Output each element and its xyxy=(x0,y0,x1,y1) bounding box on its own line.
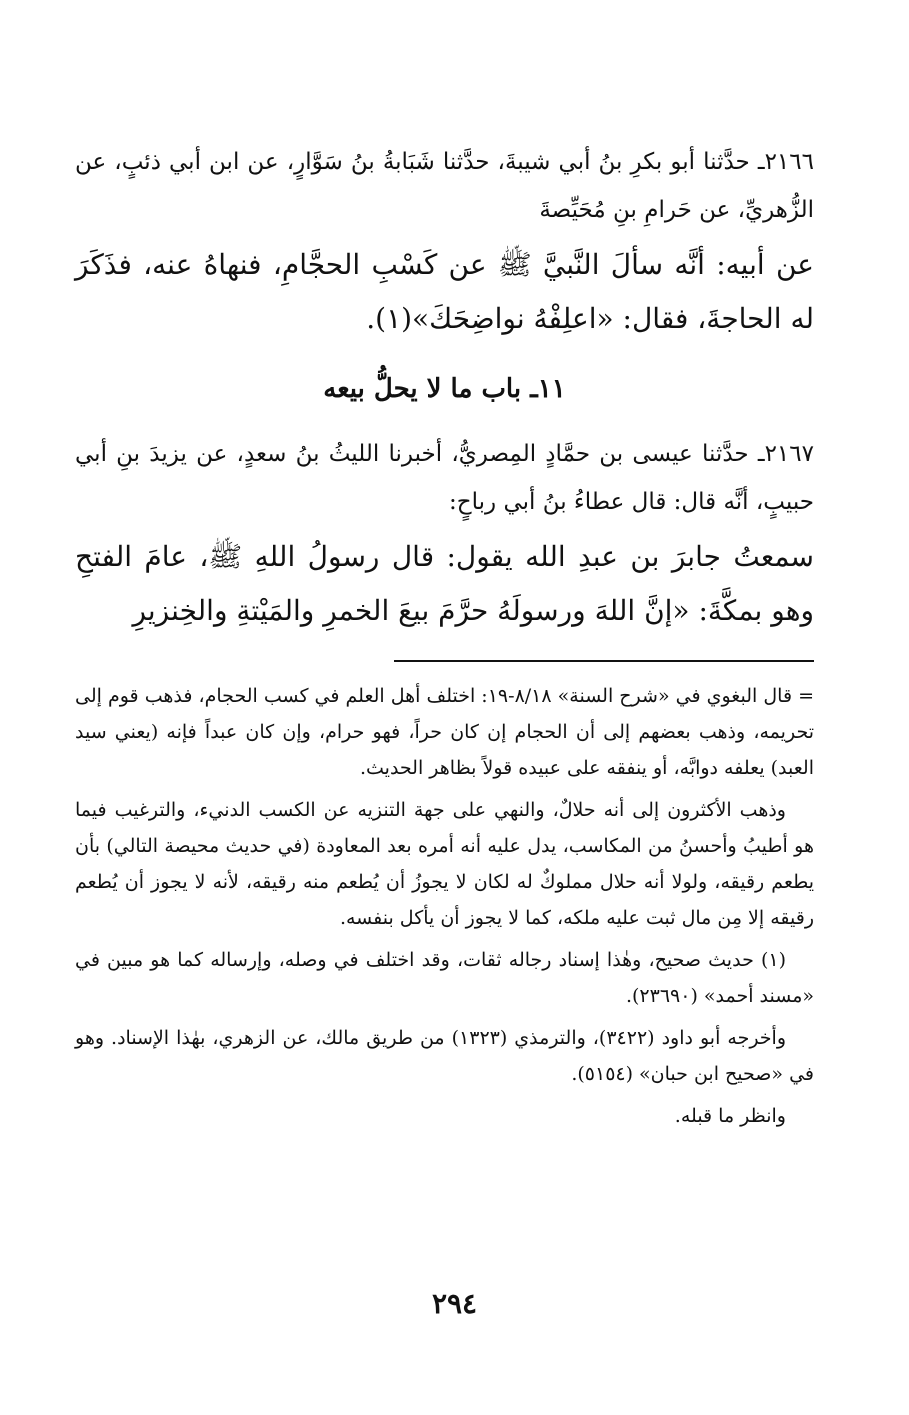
footnote-1-takhrij: وأخرجه أبو داود (٣٤٢٢)، والترمذي (١٣٢٣) من طريق مالك، عن الزهري، بهٰذا الإسناد. وهو في «صحيح ابن حبان» (٥١٥٤). xyxy=(75,1027,814,1085)
footnote-paragraph: وذهب الأكثرون إلى أنه حلالٌ، والنهي على جهة التنزيه عن الكسب الدنيء، والترغيب فيما هو أطيبُ وأحسنُ من المكاسب، يدل عليه أنه أمره بعد المعاودة (في حديث محيصة التالي) بأن يطعم رقيقه، ولولا أنه حلال مملوكٌ له لكان لا يجوزُ أن يُطعم منه رقيقه، لأنه لا يجوز أن يُطعم رقيقه إلا مِن مال ثبت عليه ملكه، كما لا يجوز أن يأكل بنفسه. xyxy=(75,799,814,929)
footnote-continuation: = قال البغوي في «شرح السنة» ٨/١٨-١٩: اختلف أهل العلم في كسب الحجام، فذهب قوم إلى تحريمه، وذهب بعضهم إلى أن الحجام إن كان حراً، فهو حرام، وإن كان عبداً فإنه (يعني سيد العبد) يعلفه دوابَّه، أو ينفقه على عبيده قولاً بظاهر الحديث. xyxy=(75,685,815,779)
footnote-1: (١) حديث صحيح، وهٰذا إسناد رجاله ثقات، وقد اختلف في وصله، وإرساله كما هو مبين في «مسند أحمد» (٢٣٦٩٠). xyxy=(75,949,814,1007)
footnote-1-see-also: وانظر ما قبله. xyxy=(674,1105,786,1127)
hadith-2167-matn: سمعتُ جابرَ بن عبدِ الله يقول: قال رسولُ اللهِ ﷺ، عامَ الفتحِ وهو بمكَّةَ: «إنَّ اللهَ ورسولَهُ حرَّمَ بيعَ الخمرِ والمَيْتةِ والخِنزيرِ xyxy=(75,540,814,627)
chapter-title: ١١ـ باب ما لا يحلُّ بيعه xyxy=(323,374,566,404)
hadith-2166-isnad: ٢١٦٦ـ حدَّثنا أبو بكرِ بنُ أبي شيبةَ، حدَّثنا شَبَابةُ بنُ سَوَّارٍ، عن ابن أبي ذئبٍ، عن الزُّهريِّ، عن حَرامِ بنِ مُحَيِّصةَ xyxy=(75,149,814,223)
footnote-separator xyxy=(394,660,814,662)
hadith-2167-isnad: ٢١٦٧ـ حدَّثنا عيسى بن حمَّادٍ المِصريُّ، أخبرنا الليثُ بنُ سعدٍ، عن يزيدَ بنِ أبي حبيبٍ، أنَّه قال: قال عطاءُ بنُ أبي رباحٍ: xyxy=(75,441,814,515)
page-number: ٢٩٤ xyxy=(431,1287,478,1320)
hadith-2166-matn: عن أبيه: أنَّه سألَ النَّبيَّ ﷺ عن كَسْبِ الحجَّامِ، فنهاهُ عنه، فذَكَرَ له الحاجةَ، فقال: «اعلِفْهُ نواضِحَكَ»(١). xyxy=(75,248,814,335)
page-body xyxy=(75,138,814,1140)
